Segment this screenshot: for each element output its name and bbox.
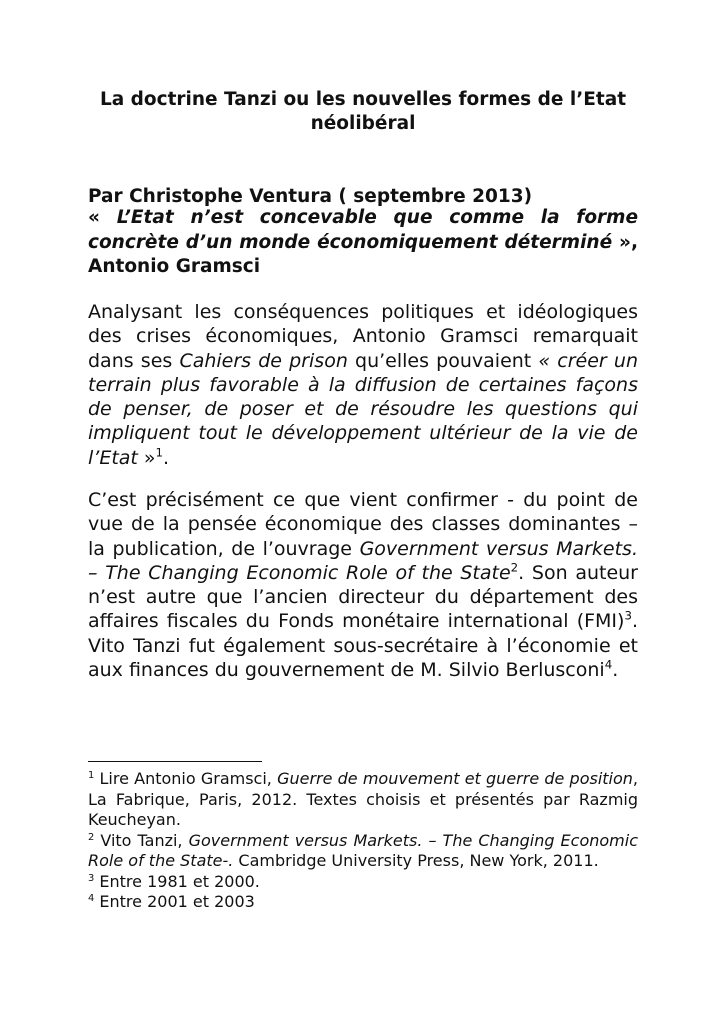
footnote-1-title: Guerre de mouvement et guerre de position — [277, 769, 633, 788]
footnote-4 — [88, 892, 638, 913]
paragraph-1 — [88, 300, 638, 470]
footnote-1-text-b: , La Fabrique, Paris, 2012. Textes choisis et présentés par Razmig Keucheyan. — [88, 769, 639, 829]
paragraph-1-quote: « créer un terrain plus favorable à la diffusion de certaines façons de penser, de poser et de résoudre les questions qui impliquent tout le développement ultérieur de la vie de l’Etat — [88, 349, 638, 469]
paragraph-2-text-a: C’est précisément ce que vient confirmer - du point de vue de la pensée économique des classes dominantes – la publication, de l’ouvrage — [88, 489, 638, 560]
footnote-4-number: 4 — [88, 892, 95, 904]
footnote-3 — [88, 872, 638, 893]
paragraph-2-text-b: . Son auteur n’est autre que l’ancien directeur du département des affaires fiscales du Fonds monétaire international (FMI) — [88, 561, 638, 633]
paragraph-1-book-title: Cahiers de prison — [179, 349, 348, 372]
footnote-1-text-a: Lire Antonio Gramsci, — [94, 769, 278, 788]
footnote-3-number: 3 — [88, 872, 95, 884]
footnote-ref-3[interactable]: 3 — [624, 609, 632, 624]
footnote-2-text-b: Cambridge University Press, New York, 2011. — [233, 851, 599, 870]
footnote-separator — [88, 761, 262, 762]
footnote-1-number: 1 — [88, 769, 95, 781]
document-title: La doctrine Tanzi ou les nouvelles formes de l’Etat néolibéral — [99, 89, 627, 134]
paragraph-1-end: . — [163, 446, 170, 469]
paragraph-1-quote-close: » — [137, 446, 156, 469]
epigraph-quote-text: L’Etat n’est concevable que comme la forme concrète d’un monde économiquement déterminé — [88, 207, 638, 253]
epigraph — [88, 206, 638, 280]
footnote-2-text-a: Vito Tanzi, — [94, 830, 189, 850]
epigraph-author: », Antonio Gramsci — [88, 231, 639, 277]
footnote-2 — [88, 831, 638, 872]
footnote-2-title: Government versus Markets. – The Changing Economic Role of the State-. — [88, 830, 639, 870]
footnote-2-number: 2 — [88, 831, 95, 843]
paragraph-2-book-title: Government versus Markets. – The Changing Economic Role of the State — [88, 537, 638, 584]
footnote-4-text: Entre 2001 et 2003 — [94, 892, 255, 911]
paragraph-1-text-a: Analysant les conséquences politiques et idéologiques des crises économiques, Antonio Gramsci remarquait dans ses — [88, 301, 638, 372]
footnote-ref-1[interactable]: 1 — [155, 445, 164, 460]
paragraph-1-text-b: qu’elles pouvaient — [347, 349, 539, 372]
paragraph-2-end: . — [612, 659, 619, 682]
footnote-3-text: Entre 1981 et 2000. — [94, 871, 260, 891]
footnote-ref-2[interactable]: 2 — [510, 560, 519, 575]
footnotes — [88, 769, 638, 913]
paragraph-2 — [88, 488, 638, 682]
footnote-1 — [88, 769, 638, 831]
paragraph-2-text-c: . Vito Tanzi fut également sous-secrétaire à l’économie et aux finances du gouvernement de M. Silvio Berlusconi — [88, 610, 638, 682]
epigraph-open-quote: « — [88, 207, 117, 228]
footnote-ref-4[interactable]: 4 — [604, 657, 613, 672]
byline: Par Christophe Ventura ( septembre 2013) — [88, 186, 533, 207]
